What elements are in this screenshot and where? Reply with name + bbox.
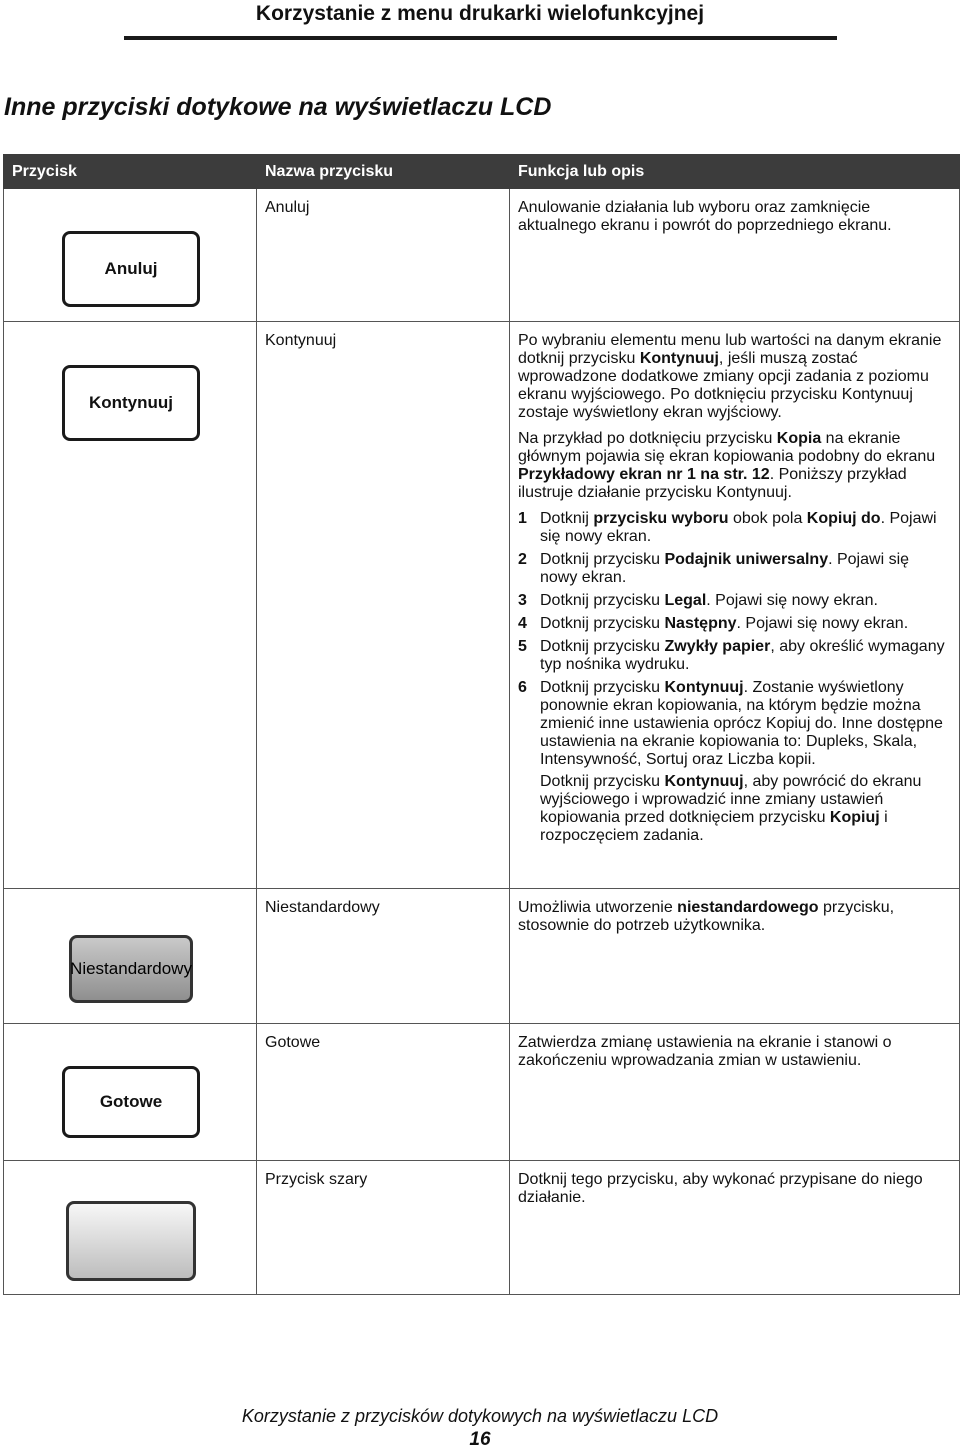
gray-button[interactable] bbox=[66, 1201, 196, 1281]
button-name: Kontynuuj bbox=[257, 322, 510, 889]
column-header-name: Nazwa przycisku bbox=[257, 155, 510, 189]
step-continuation: Dotknij przycisku Kontynuuj, aby powrócić do ekranu wyjściowego i wprowadzić inne zmiany ustawień kopiowania przed dotknięciem przycisku Kopiuj i rozpoczęciem zadania. bbox=[540, 773, 922, 844]
button-cell bbox=[4, 1024, 257, 1161]
done-button[interactable]: Gotowe bbox=[62, 1066, 200, 1138]
custom-button[interactable]: Niestandardowy bbox=[69, 935, 193, 1003]
running-title: Korzystanie z menu drukarki wielofunkcyjnej bbox=[255, 2, 705, 25]
column-header-description: Funkcja lub opis bbox=[510, 155, 960, 189]
list-item: 6 Dotknij przycisku Kontynuuj. Zostanie wyświetlony ponownie ekran kopiowania, na którym będzie można zmienić inne ustawienia oprócz Kopiuj do. Inne dostępne ustawienia na ekranie kopiowania to: Dupleks, Skala, Intensywność, Sortuj oraz Liczba kopii. bbox=[518, 679, 943, 768]
description-paragraph: Na przykład po dotknięciu przycisku Kopia na ekranie głównym pojawia się ekran kopiowania podobny do ekranu Przykładowy ekran nr 1 na str. 12. Poniższy przykład ilustruje działanie przycisku Kontynuuj. bbox=[518, 430, 936, 501]
button-description: Zatwierdza zmianę ustawienia na ekranie i stanowi o zakończeniu wprowadzania zmian w ustawieniu. bbox=[510, 1024, 960, 1161]
button-name: Anuluj bbox=[257, 189, 510, 322]
button-cell bbox=[4, 189, 257, 322]
section-title: Inne przyciski dotykowe na wyświetlaczu LCD bbox=[4, 93, 552, 121]
header-rule bbox=[124, 36, 837, 40]
button-name: Niestandardowy bbox=[257, 889, 510, 1024]
footer-title: Korzystanie z przycisków dotykowych na wyświetlaczu LCD bbox=[241, 1406, 719, 1426]
list-item: 1 Dotknij przycisku wyboru obok pola Kopiuj do. Pojawi się nowy ekran. bbox=[518, 510, 937, 545]
table-row bbox=[4, 889, 960, 1024]
table-row bbox=[4, 189, 960, 322]
list-item: 3 Dotknij przycisku Legal. Pojawi się nowy ekran. bbox=[518, 592, 878, 609]
cancel-button[interactable]: Anuluj bbox=[62, 231, 200, 307]
button-cell bbox=[4, 322, 257, 889]
button-cell bbox=[4, 889, 257, 1024]
table-row bbox=[4, 1161, 960, 1295]
list-item: 2 Dotknij przycisku Podajnik uniwersalny. Pojawi się nowy ekran. bbox=[518, 551, 910, 586]
continue-button[interactable]: Kontynuuj bbox=[62, 365, 200, 441]
button-description bbox=[510, 322, 960, 889]
description-paragraph: Po wybraniu elementu menu lub wartości na danym ekranie dotknij przycisku Kontynuuj, jeśli muszą zostać wprowadzone dodatkowe zmiany opcji zadania z poziomu ekranu wyjściowego. Po dotknięciu przycisku Kontynuuj zostaje wyświetlony ekran wyjściowy. bbox=[518, 332, 942, 421]
table-row bbox=[4, 1024, 960, 1161]
list-item: 4 Dotknij przycisku Następny. Pojawi się nowy ekran. bbox=[518, 615, 909, 632]
button-description: Anulowanie działania lub wyboru oraz zamknięcie aktualnego ekranu i powrót do poprzedniego ekranu. bbox=[510, 189, 960, 322]
page-number: 16 bbox=[469, 1429, 491, 1450]
button-cell bbox=[4, 1161, 257, 1295]
table-row bbox=[4, 322, 960, 889]
column-header-button: Przycisk bbox=[4, 155, 257, 189]
table-header-row bbox=[4, 155, 960, 189]
buttons-table bbox=[3, 154, 960, 1295]
list-item: 5 Dotknij przycisku Zwykły papier, aby określić wymagany typ nośnika wydruku. bbox=[518, 638, 945, 673]
button-name: Gotowe bbox=[257, 1024, 510, 1161]
button-name: Przycisk szary bbox=[257, 1161, 510, 1295]
steps-list bbox=[518, 510, 945, 769]
button-description: Dotknij tego przycisku, aby wykonać przypisane do niego działanie. bbox=[510, 1161, 960, 1295]
button-description: Umożliwia utworzenie niestandardowego przycisku, stosownie do potrzeb użytkownika. bbox=[510, 889, 960, 1024]
